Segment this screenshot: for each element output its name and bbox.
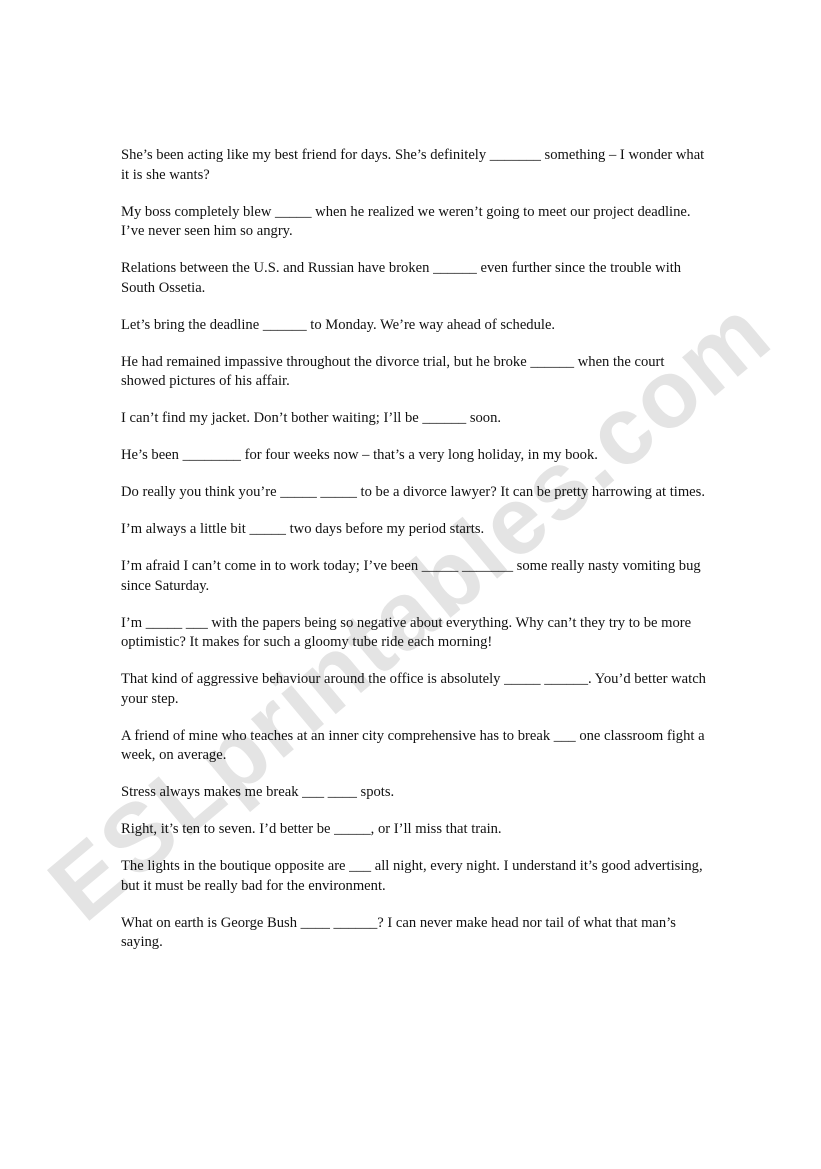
exercise-sentence-13: A friend of mine who teaches at an inner city comprehensive has to break ___ one classroom fight a week, on average. bbox=[121, 727, 705, 763]
worksheet bbox=[121, 146, 711, 970]
exercise-sentence-16: The lights in the boutique opposite are ___ all night, every night. I understand it’s good advertising, but it must be really bad for the environment. bbox=[121, 858, 703, 894]
exercise-sentence-7: He’s been ________ for four weeks now – that’s a very long holiday, in my book. bbox=[121, 447, 598, 463]
exercise-sentence-12: That kind of aggressive behaviour around the office is absolutely _____ ______. You’d better watch your step. bbox=[121, 671, 706, 707]
exercise-sentence-5: He had remained impassive throughout the divorce trial, but he broke ______ when the court showed pictures of his affair. bbox=[121, 353, 665, 389]
exercise-sentence-10: I’m afraid I can’t come in to work today; I’ve been _____ _______ some really nasty vomiting bug since Saturday. bbox=[121, 558, 701, 594]
exercise-sentence-2: My boss completely blew _____ when he realized we weren’t going to meet our project deadline. I’ve never seen him so angry. bbox=[121, 203, 691, 239]
exercise-sentence-1: She’s been acting like my best friend for days. She’s definitely _______ something – I wonder what it is she wants? bbox=[121, 147, 705, 183]
exercise-sentence-17: What on earth is George Bush ____ ______? I can never make head nor tail of what that man’s saying. bbox=[121, 914, 676, 950]
exercise-sentence-14: Stress always makes me break ___ ____ spots. bbox=[121, 784, 395, 800]
exercise-sentence-6: I can’t find my jacket. Don’t bother waiting; I’ll be ______ soon. bbox=[121, 410, 502, 426]
exercise-sentence-3: Relations between the U.S. and Russian have broken ______ even further since the trouble with South Ossetia. bbox=[121, 260, 682, 296]
exercise-sentence-8: Do really you think you’re _____ _____ to be a divorce lawyer? It can be pretty harrowing at times. bbox=[121, 484, 705, 500]
exercise-sentence-9: I’m always a little bit _____ two days before my period starts. bbox=[121, 521, 485, 537]
exercise-sentence-15: Right, it’s ten to seven. I’d better be _____, or I’ll miss that train. bbox=[121, 821, 502, 837]
exercise-sentence-4: Let’s bring the deadline ______ to Monday. We’re way ahead of schedule. bbox=[121, 316, 556, 333]
exercise-sentence-11: I’m _____ ___ with the papers being so negative about everything. Why can’t they try to be more optimistic? It makes for such a gloomy tube ride each morning! bbox=[121, 614, 692, 650]
